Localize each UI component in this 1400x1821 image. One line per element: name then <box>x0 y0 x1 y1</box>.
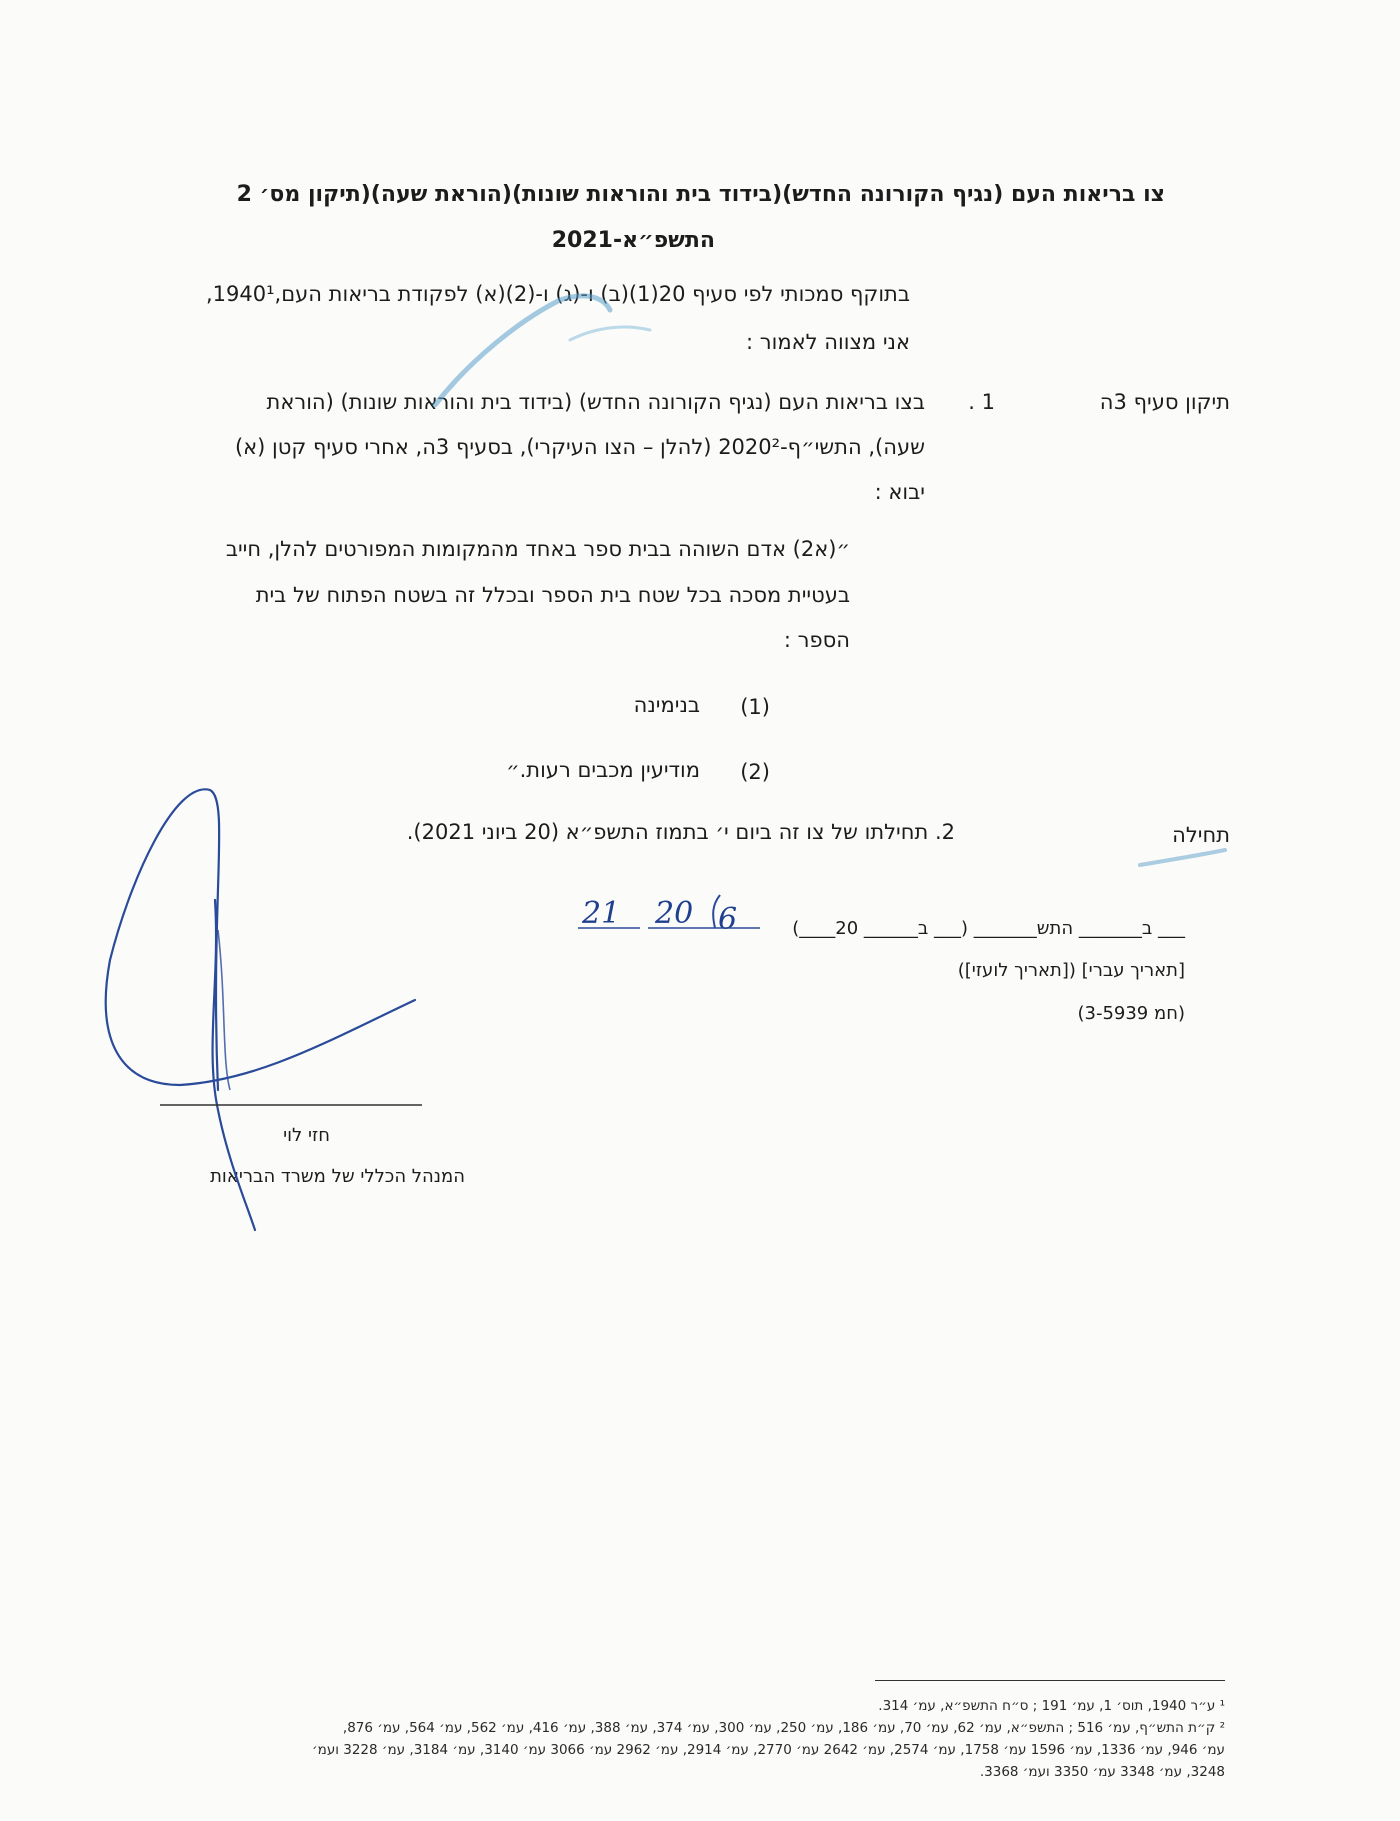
signer-role: המנהל הכללי של משרד הבריאות <box>210 1166 465 1187</box>
footnote-2: ² ק״ת התש״ף, עמ׳ 516 ; התשפ״א, עמ׳ 62, עמ׳ 70, עמ׳ 186, עמ׳ 250, עמ׳ 300, עמ׳ 374, עמ׳ 388, עמ׳ 416, עמ׳ 562, עמ׳ 564, עמ׳ 876, <box>342 1720 1225 1736</box>
quote-line-1: ״(א2) אדם השוהה בבית ספר באחד מהמקומות המפורטים להלן, חייב <box>225 537 850 561</box>
footnote-4: 3248, עמ׳ 3348 עמ׳ 3350 ועמ׳ 3368. <box>979 1764 1225 1780</box>
document-ref: (חמ 3-5939) <box>1077 1003 1185 1024</box>
list-item-number: (1) <box>740 695 770 719</box>
footnote-1: ¹ ע״ר 1940, תוס׳ 1, עמ׳ 191 ; ס״ח התשפ״א, עמ׳ 314. <box>878 1698 1225 1714</box>
handwritten-month: 6 <box>718 902 738 937</box>
list-item-text: בנימינה <box>633 693 700 717</box>
document-title-year: התשפ״א-2021 <box>551 228 715 253</box>
list-item-text: מודיעין מכבים רעות.״ <box>506 758 700 782</box>
pen-stroke <box>435 296 610 405</box>
section2-text: 2. תחילתו של צו זה ביום י׳ בתמוז התשפ״א (20 ביוני 2021). <box>406 820 955 844</box>
quote-line-2: בעטיית מסכה בכל שטח בית הספר ובכלל זה בשטח הפתוח של בית <box>255 583 850 607</box>
section1-line-3: יבוא : <box>874 480 925 504</box>
date-form-line: ___ ב_______ התש_______ (___ ב______ 20____) <box>792 918 1185 939</box>
section2-margin-title: תחילה <box>1172 823 1230 847</box>
signature-loop <box>106 789 415 1090</box>
handwritten-day: 20 <box>655 896 694 931</box>
date-label: [תאריך עברי] ([תאריך לועזי]) <box>957 960 1185 981</box>
section1-margin-title: תיקון סעיף 3ה <box>1099 390 1230 414</box>
signer-name: חזי לוי <box>283 1125 330 1146</box>
section1-line-1: בצו בריאות העם (נגיף הקורונה החדש) (בידוד בית והוראות שונות) (הוראת <box>266 390 925 414</box>
handwritten-year: 21 <box>582 896 621 931</box>
quote-line-3: הספר : <box>783 628 850 652</box>
preamble-line-2: אני מצווה לאמור : <box>746 330 910 354</box>
pen-stroke <box>1140 850 1225 865</box>
signature-stem <box>213 900 255 1230</box>
signature-stroke <box>218 930 230 1090</box>
pen-stroke <box>570 327 650 340</box>
footnote-3: עמ׳ 946, עמ׳ 1336, עמ׳ 1596 עמ׳ 1758, עמ׳ 2574, עמ׳ 2642 עמ׳ 2770, עמ׳ 2914, עמ׳ 2962 עמ׳ 3066 עמ׳ 3140, עמ׳ 3184, עמ׳ 3228 ועמ׳ <box>312 1742 1225 1758</box>
pen-stroke <box>713 895 720 928</box>
section1-number: 1 . <box>968 390 995 414</box>
list-item-number: (2) <box>740 760 770 784</box>
document-title: צו בריאות העם (נגיף הקורונה החדש)(בידוד בית והוראות שונות)(הוראת שעה)(תיקון מס׳ 2 <box>236 182 1165 207</box>
section1-line-2: שעה), התשי״ף-2020² (להלן – הצו העיקרי), בסעיף 3ה, אחרי סעיף קטן (א) <box>234 435 925 459</box>
preamble-line-1: בתוקף סמכותי לפי סעיף 20(1)(ב) ו-(ג) ו-(2)(א) לפקודת בריאות העם,1940¹, <box>205 282 910 306</box>
